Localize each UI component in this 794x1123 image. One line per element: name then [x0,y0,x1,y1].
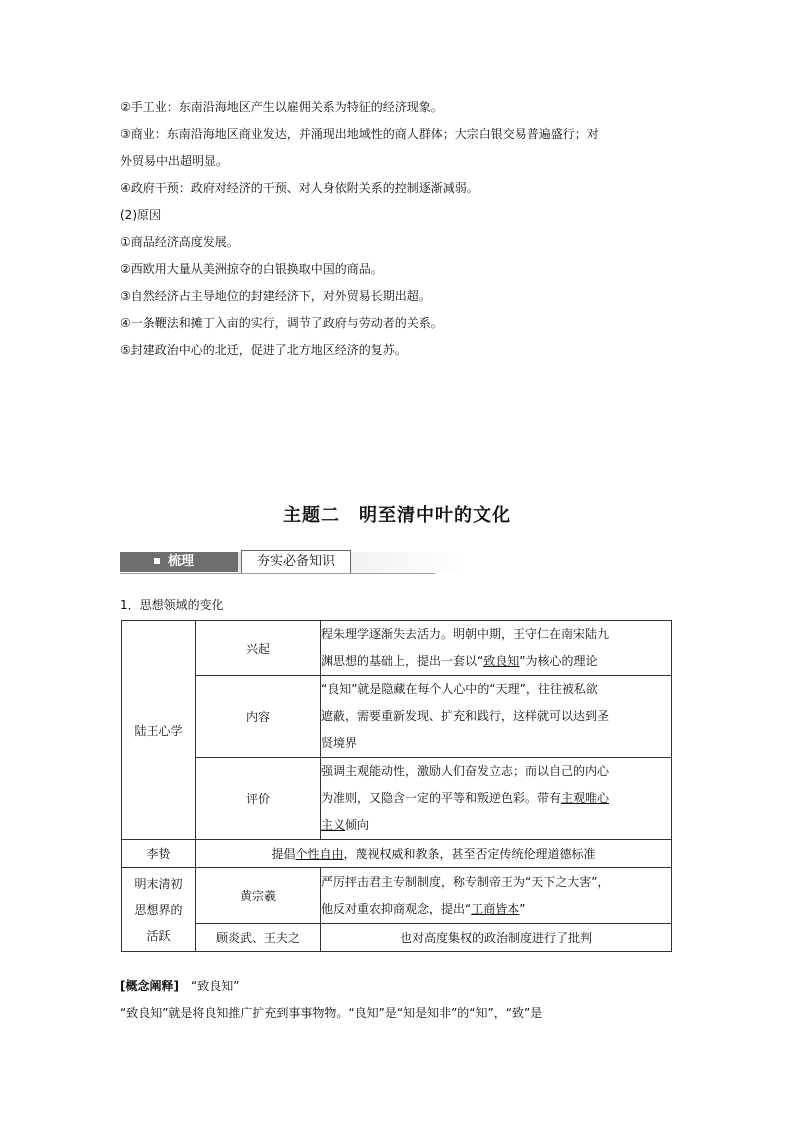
underlined-term: 主观唯心 [561,791,610,805]
paragraph-reason-1: ①商品经济高度发展。 [120,235,239,249]
cell-huang-zongxi: 黄宗羲 [196,868,321,924]
cell-pingjia-content [321,758,672,840]
cell-lu-wang-school: 陆王心学 [122,621,196,840]
text-line: ” [519,901,526,916]
text-line: 贤境界 [321,736,358,750]
paragraph-government: ④政府干预：政府对经济的干预、对人身依附关系的控制逐渐减弱。 [120,181,479,195]
square-bullet-icon [154,558,160,564]
concept-tag: [概念阐释] [120,979,179,993]
banner-dark-block [120,552,238,572]
underlined-term: 主义 [321,818,346,832]
subsection-heading: 1．思想领域的变化 [120,598,224,612]
cell-li-zhi: 李贽 [122,840,196,868]
banner-label-right: 夯实必备知识 [241,550,351,574]
cell-ming-qing-thought [122,868,196,952]
text-line: 提倡 [271,847,296,861]
underlined-term: 致良知 [483,654,520,668]
text-line: 倾向 [345,818,370,832]
paragraph-reasons-heading: (2)原因 [120,208,161,222]
paragraph-reason-4: ④一条鞭法和摊丁入亩的实行，调节了政府与劳动者的关系。 [120,316,443,330]
cell-label-pingjia: 评价 [196,758,321,840]
section-banner [120,550,435,574]
text-line: 明末清初 [134,876,183,891]
text-line: 他反对重农抑商观念，提出“ [321,901,472,916]
underlined-term: 个性自由 [295,847,344,861]
concept-title: “致良知” [191,979,240,993]
cell-gu-wang: 顾炎武、王夫之 [196,924,321,952]
text-line: 强调主观能动性，激励人们奋发立志；而以自己的内心 [321,764,610,778]
section-title: 主题二 明至清中叶的文化 [283,505,511,526]
text-line: ”为核心的理论 [519,654,598,668]
paragraph-reason-3: ③自然经济占主导地位的封建经济下，对外贸易长期出超。 [120,289,431,303]
paragraph-commerce: ③商业：东南沿海地区商业发达，并涌现出地域性的商人群体；大宗白银交易普遍盛行；对 [120,127,599,141]
paragraph-reason-2: ②西欧用大量从美洲掠夺的白银换取中国的商品。 [120,262,383,276]
banner-underline [120,573,435,574]
text-line: 活跃 [146,928,171,943]
cell-neirong-content [321,676,672,758]
cell-huang-content [321,868,672,924]
concept-note [120,977,239,994]
underlined-term: 工商皆本 [471,901,520,916]
concept-explanation: “致良知”就是将良知推广扩充到事事物物。“良知”是“知是知非”的“知”，“致”是 [120,1006,543,1020]
text-line: 程朱理学逐渐失去活力。明朝中期，王守仁在南宋陆九 [321,627,610,641]
text-line: ，蔑视权威和教条，甚至否定传统伦理道德标准 [343,847,596,861]
text-line: 遮蔽，需要重新发现、扩充和践行，这样就可以达到圣 [321,709,610,723]
text-line: “良知”就是隐藏在每个人心中的“天理”，往往被私欲 [321,682,598,696]
cell-label-neirong: 内容 [196,676,321,758]
text-line: 严厉抨击君主专制制度，称专制帝王为“天下之大害”， [321,874,610,889]
paragraph-handicraft: ②手工业：东南沿海地区产生以雇佣关系为特征的经济现象。 [120,100,443,114]
paragraph-commerce-cont: 外贸易中出超明显。 [120,154,229,168]
text-line: 渊思想的基础上，提出一套以“ [321,654,484,668]
cell-gu-wang-content: 也对高度集权的政治制度进行了批判 [321,924,672,952]
paragraph-reason-5: ⑤封建政治中心的北迁，促进了北方地区经济的复苏。 [120,343,407,357]
cell-li-zhi-content [196,840,672,868]
thought-change-table [121,620,672,952]
text-line: 思想界的 [134,902,183,917]
text-line: 为准则，又隐含一定的平等和叛逆色彩。带有 [321,791,562,805]
cell-label-xingqi: 兴起 [196,621,321,676]
cell-xingqi-content [321,621,672,676]
banner-label-left: 梳理 [168,554,195,569]
